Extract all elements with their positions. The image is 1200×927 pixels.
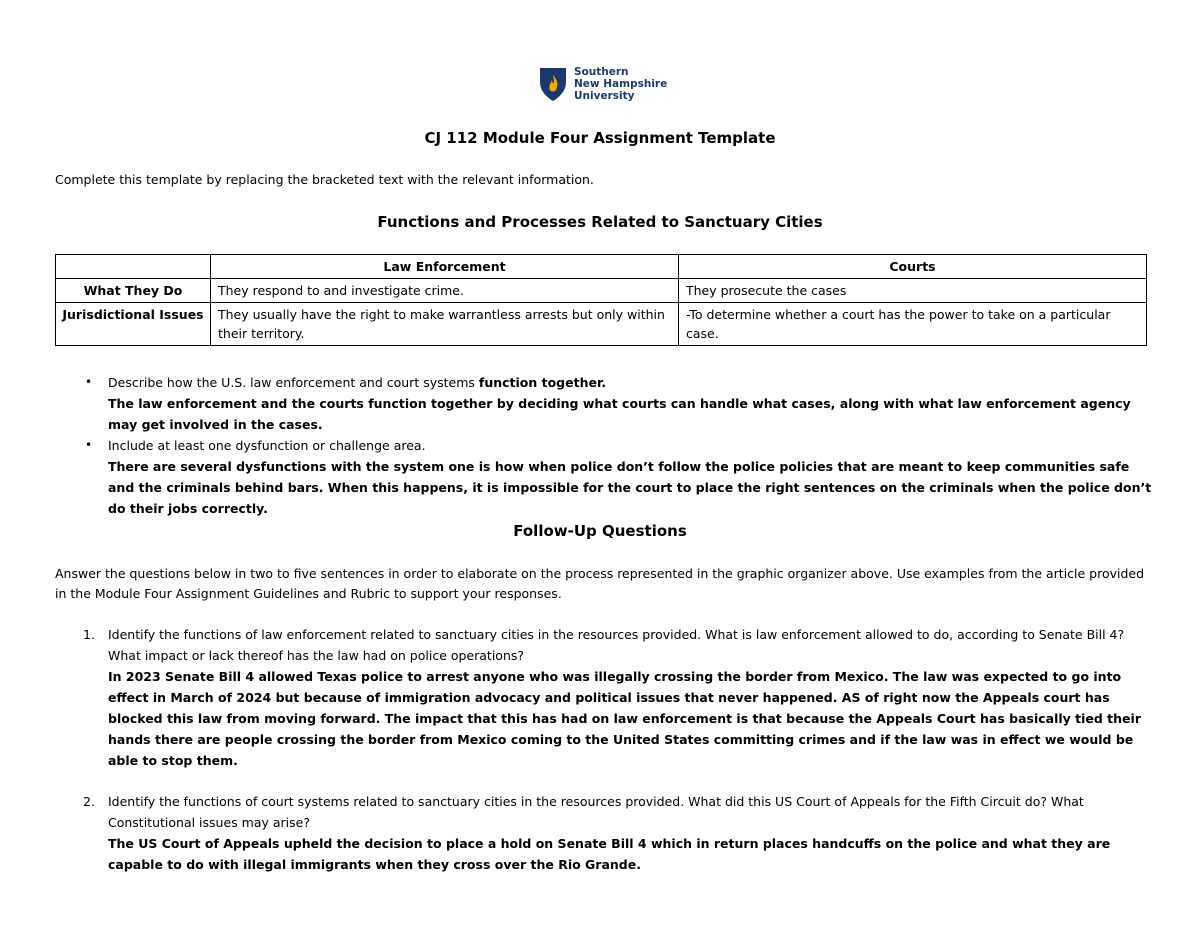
table-header-cell: Law Enforcement [211, 255, 679, 279]
list-item [55, 372, 1155, 435]
question-text: Identify the functions of law enforcement related to sanctuary cities in the resources provided. What is law enforcement allowed to do, according to Senate Bill 4? What impact or lack thereof has the law had on police operations? [108, 627, 1125, 663]
bullet-prompt: Include at least one dysfunction or challenge area. [108, 438, 426, 453]
bullet-icon: • [85, 375, 93, 389]
list-item [55, 435, 1155, 519]
snhu-logo [538, 66, 668, 104]
list-item [55, 791, 1155, 875]
bullet-answer: There are several dysfunctions with the system one is how when police don’t follow the police policies that are meant to keep communities safe and the criminals behind bars. When this happens, it is impossible for the court to place the right sentences on the criminals when the police don’t do their jobs correctly. [108, 459, 1152, 516]
row-label: What They Do [56, 279, 211, 303]
question-text: Identify the functions of court systems related to sanctuary cities in the resources provided. What did this US Court of Appeals for the Fifth Circuit do? What Constitutional issues may arise? [108, 794, 1084, 830]
table-header-cell [56, 255, 211, 279]
section-title-followup: Follow-Up Questions [513, 522, 687, 540]
followup-intro: Answer the questions below in two to five sentences in order to elaborate on the process represented in the graphic organizer above. Use examples from the article provided in the Module Four Assignment Guidelines and Rubric to support your responses. [55, 566, 1145, 601]
list-item [55, 624, 1155, 771]
table-cell: They respond to and investigate crime. [211, 279, 679, 303]
bullet-prompt: Describe how the U.S. law enforcement and court systems function together. [108, 375, 607, 390]
bullet-list [55, 372, 1155, 519]
table-cell: They usually have the right to make warrantless arrests but only within their territory. [211, 303, 679, 346]
table-header-cell: Courts [679, 255, 1147, 279]
logo-wordmark: Southern New Hampshire University [574, 66, 668, 102]
question-answer: The US Court of Appeals upheld the decision to place a hold on Senate Bill 4 which in return places handcuffs on the police and what they are capable to do with illegal immigrants when they cross over the Rio Grande. [108, 836, 1111, 872]
question-number: 2. [83, 794, 95, 809]
bullet-answer: The law enforcement and the courts function together by deciding what courts can handle what cases, along with what law enforcement agency may get involved in the cases. [108, 396, 1131, 432]
bullet-icon: • [85, 438, 93, 452]
section-title-functions: Functions and Processes Related to Sanctuary Cities [377, 213, 823, 231]
intro-text: Complete this template by replacing the bracketed text with the relevant information. [55, 172, 594, 187]
table-row [56, 279, 1147, 303]
row-label: Jurisdictional Issues [56, 303, 211, 346]
table-cell: -To determine whether a court has the power to take on a particular case. [679, 303, 1147, 346]
table-row [56, 303, 1147, 346]
question-answer: In 2023 Senate Bill 4 allowed Texas police to arrest anyone who was illegally crossing the border from Mexico. The law was expected to go into effect in March of 2024 but because of immigration advocacy and political issues that never happened. AS of right now the Appeals court has blocked this law from moving forward. The impact that this has had on law enforcement is that because the Appeals Court has basically tied their hands there are people crossing the border from Mexico coming to the United States committing crimes and if the law was in effect we would be able to stop them. [108, 669, 1141, 768]
shield-flame-icon [538, 66, 568, 102]
document-title: CJ 112 Module Four Assignment Template [424, 129, 776, 147]
question-list [55, 624, 1155, 875]
table-header-row [56, 255, 1147, 279]
table-cell: They prosecute the cases [679, 279, 1147, 303]
functions-table [55, 254, 1147, 346]
question-number: 1. [83, 627, 95, 642]
